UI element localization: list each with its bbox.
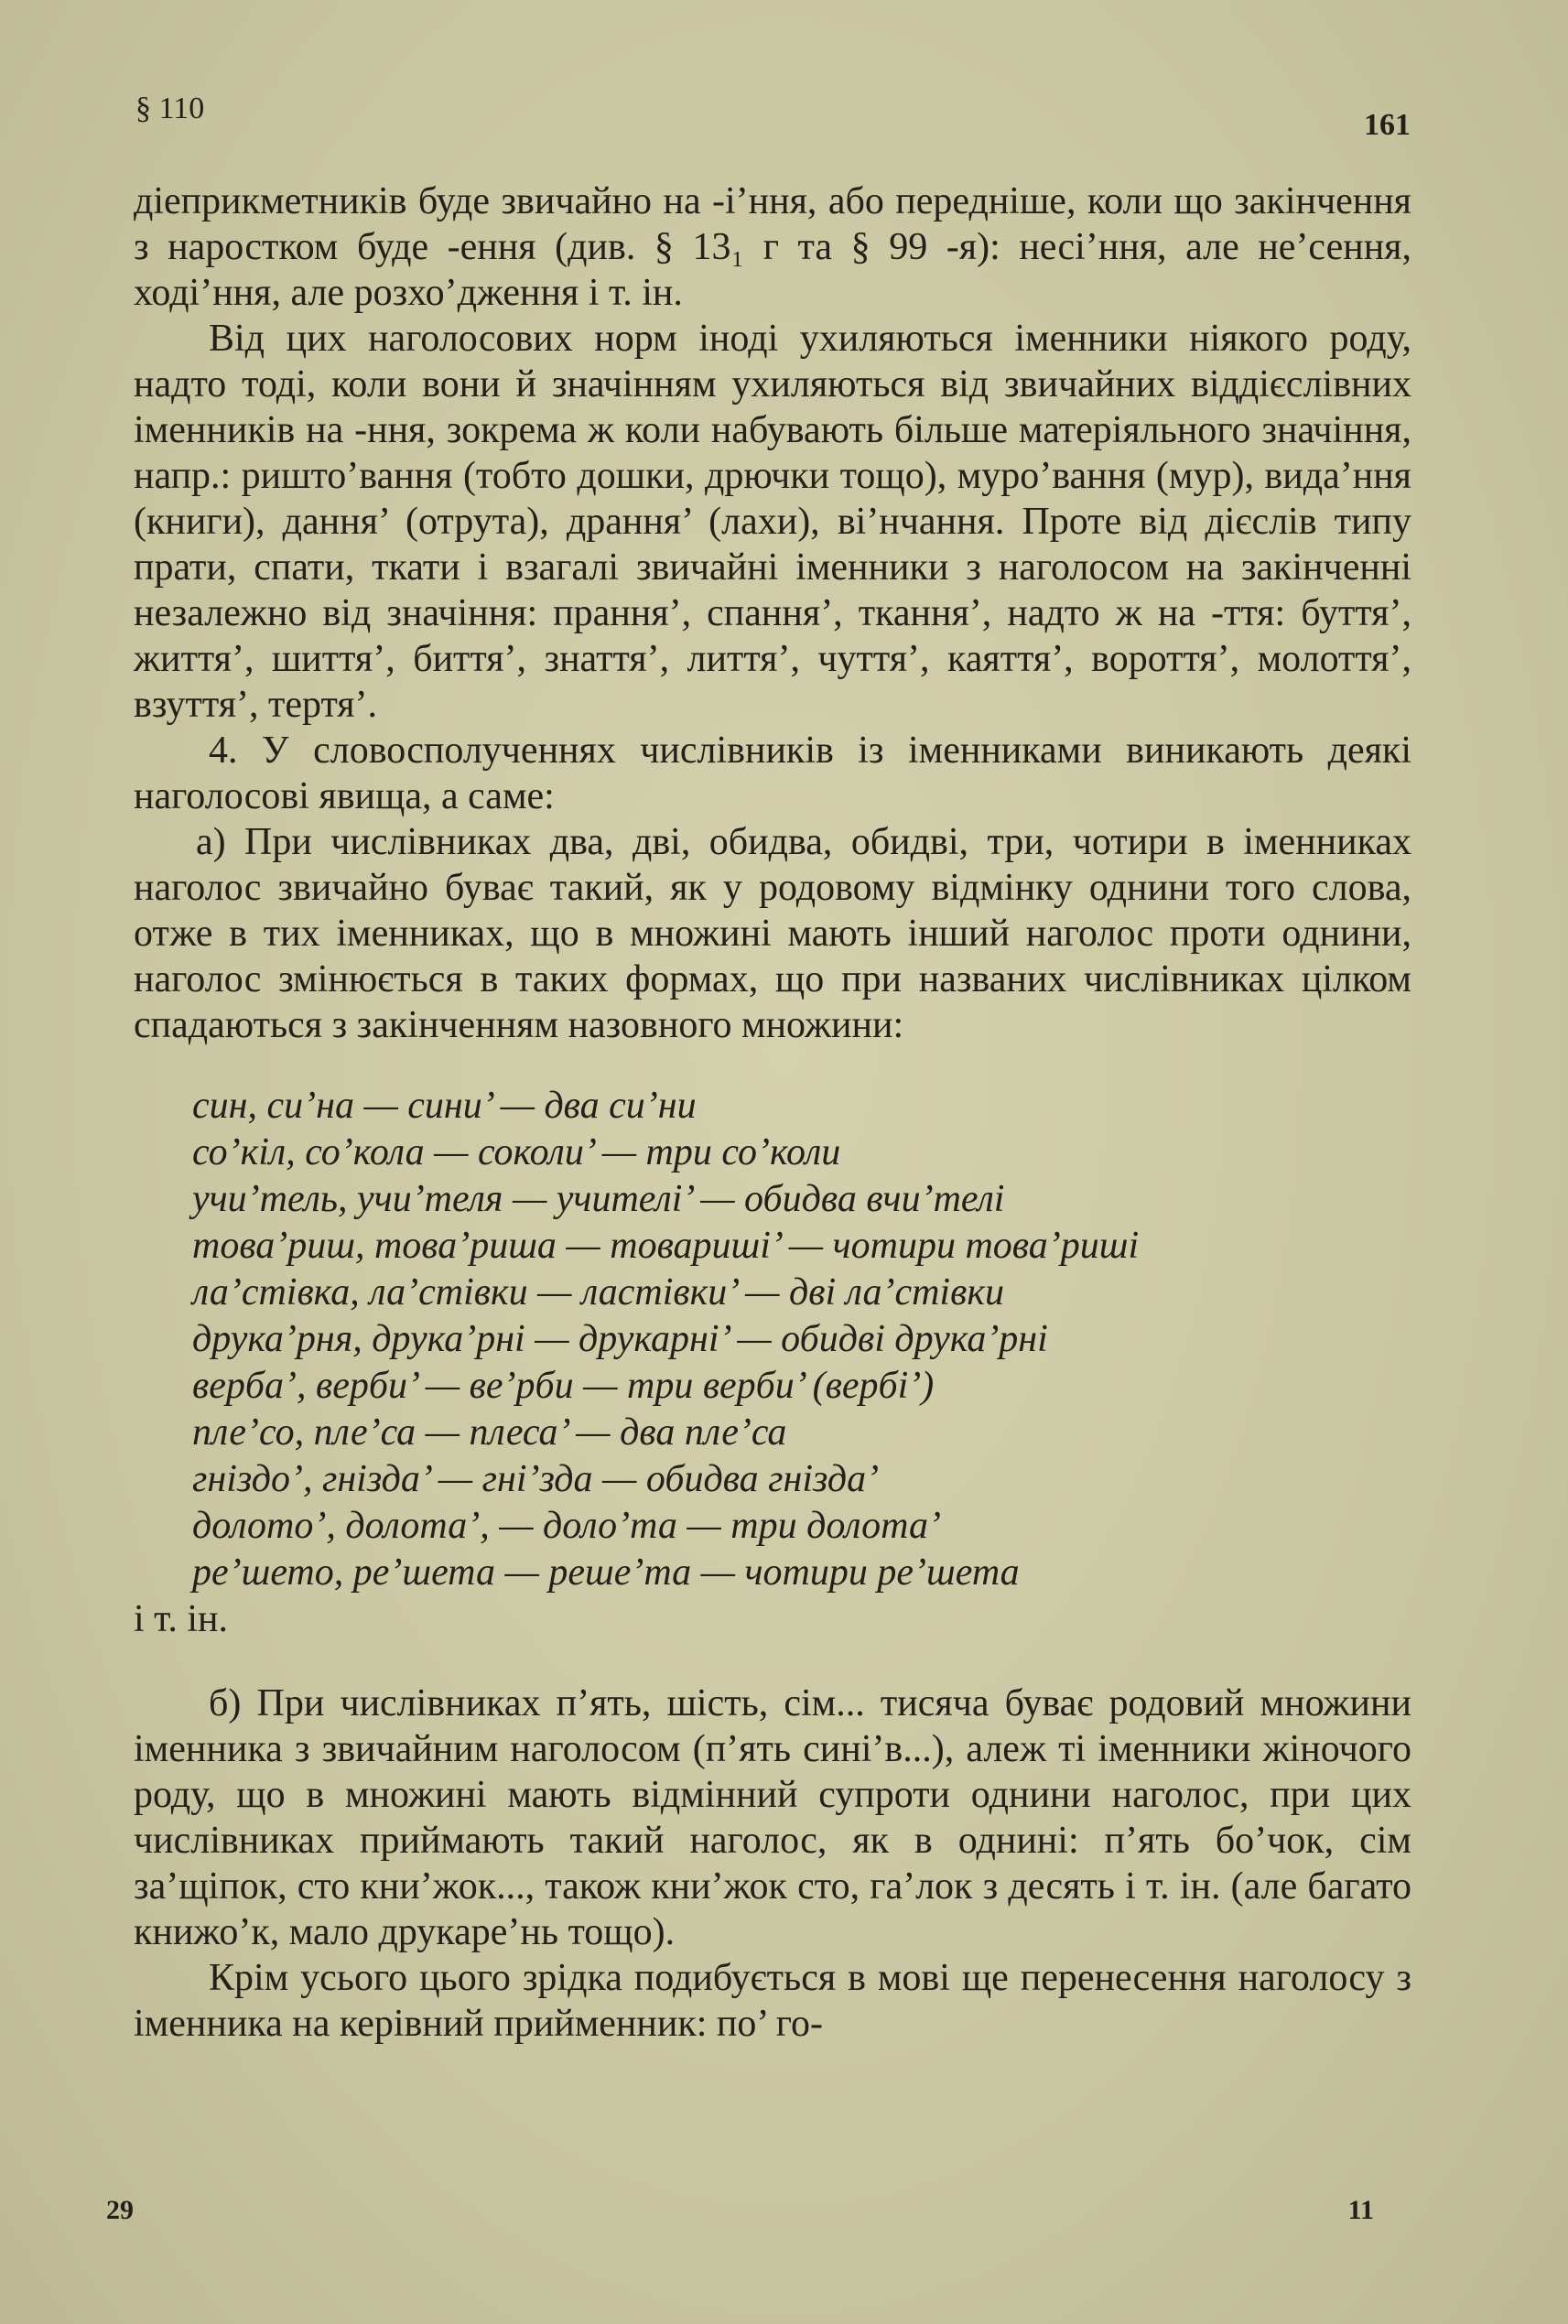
example-line: верба’, верби’ — ве’рби — три верби’ (вербі’) [192, 1365, 935, 1407]
example-line: долото’, долота’, — доло’та — три долота’ [192, 1505, 941, 1547]
example-line: това’риш, това’риша — товариші’ — чотири това’риші [192, 1225, 1140, 1267]
example-line: со’кіл, со’кола — соколи’ — три со’коли [192, 1131, 841, 1173]
example-line: ла’стівка, ла’стівки — ластівки’ — дві ла’стівки [192, 1271, 1004, 1313]
signature-mark: 29 [106, 2195, 134, 2225]
paragraph: 4. У словосполученнях числівників із іменниками виникають деякі наголосові явища, а саме: [134, 730, 1411, 817]
example-line: гніздо’, гнізда’ — гні’зда — обидва гнізда’ [192, 1458, 880, 1500]
example-line: учи’тель, учи’теля — учителі’ — обидва вчи’телі [192, 1178, 1005, 1220]
page-number: 161 [1364, 108, 1411, 142]
paragraph: Від цих наголосових норм іноді ухиляються іменники ніякого роду, надто тоді, коли вони й значінням ухиляються від звичайних віддієслівних іменників на -ння, зокрема ж коли набувають більше матеріяльного значіння, напр.: ришто’вання (тобто дошки, дрючки тощо), муро’вання (мур), вида’ння (книги), дання’ (отрута), драння’ (лахи), ві’нчання. Проте від дієслів типу прати, спати, ткати і взагалі звичайні іменники з наголосом на закінченні незалежно від значіння: прання’, спання’, ткання’, надто ж на -ття: буття’, життя’, шиття’, биття’, знаття’, лиття’, чуття’, каяття’, вороття’, молоття’, взуття’, тертя’. [134, 318, 1411, 726]
paragraph: а) При числівниках два, дві, обидва, обидві, три, чотири в іменниках наголос звичайно буває такий, як у родовому відмінку однини того слова, отже в тих іменниках, що в множині мають інший наголос проти однини, наголос змінюється в таких формах, що при названих числівниках цілком спадаються з закінченням назовного множини: [134, 821, 1411, 1046]
page-text [134, 178, 1411, 2047]
paragraph: Крім усього цього зрідка подибується в мові ще перенесення наголосу з іменника на керівний прийменник: по’ го- [134, 1957, 1411, 2045]
paragraph: б) При числівниках п’ять, шість, сім... тисяча буває родовий множини іменника з звичайним наголосом (п’ять сині’в...), алеж ті іменники жіночого роду, що в множині мають відмінний супроти однини наголос, при цих числівниках приймають такий наголос, як в однині: п’ять бо’чок, сім за’щіпок, сто кни’жок..., також кни’жок сто, га’лок з десять і т. ін. (але багато книжо’к, мало друкаре’нь тощо). [134, 1682, 1411, 1953]
example-line: ре’шето, ре’шета — реше’та — чотири ре’шета [192, 1551, 1020, 1594]
sheet-mark: 11 [1347, 2195, 1374, 2225]
example-line: пле’со, пле’са — плеса’ — два пле’са [192, 1411, 787, 1454]
paragraph: діеприкметників буде звичайно на -і’ння, або передніше, коли що закінчення з наростком буде -ення (див. § 13₁ г та § 99 -я): несі’ння, але не’сення, ході’ння, але розхо’дження і т. ін. [134, 180, 1411, 314]
example-list [192, 1083, 1411, 1596]
section-number: § 110 [135, 92, 205, 125]
examples-end: і т. ін. [134, 1598, 229, 1640]
example-line: син, си’на — сини’ — два си’ни [192, 1085, 697, 1127]
example-line: друка’рня, друка’рні — друкарні’ — обидві друка’рні [192, 1318, 1048, 1360]
